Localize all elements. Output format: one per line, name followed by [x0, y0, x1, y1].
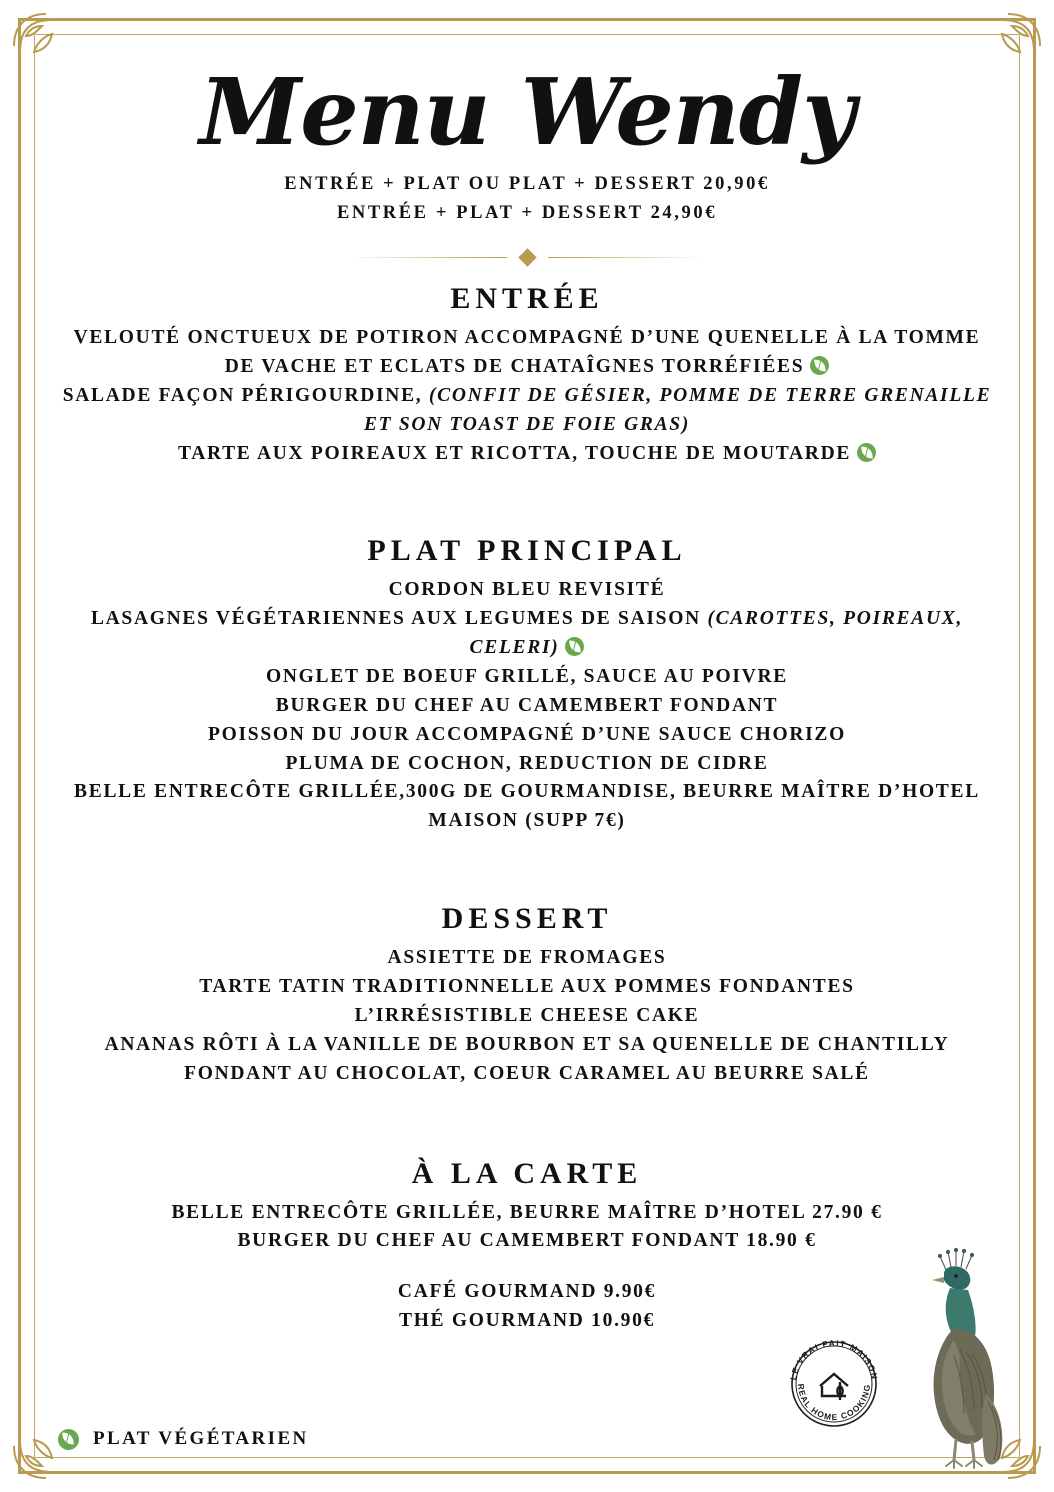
menu-item: [60, 721, 994, 750]
vegetarian-icon: [565, 637, 584, 656]
stamp-bottom-text: REAL HOME COOKING: [795, 1383, 873, 1423]
menu-item-text: BURGER DU CHEF AU CAMEMBERT FONDANT: [275, 694, 779, 716]
menu-item: [60, 944, 994, 973]
menu-item-text: LASAGNES VÉGÉTARIENNES AUX LEGUMES DE SAISON: [90, 608, 701, 630]
menu-item-text: BURGER DU CHEF AU CAMEMBERT FONDANT 18.90 €: [237, 1230, 817, 1252]
menu-item: [60, 778, 994, 836]
menu-item-emphasis: (CONFIT DE GÉSIER, POMME DE TERRE GRENAILLE ET SON TOAST DE FOIE GRAS): [363, 384, 992, 435]
ornamental-divider: [347, 251, 707, 264]
section-items-gourmand: [60, 1278, 994, 1336]
menu-price-summary: [60, 170, 994, 227]
menu-item-text: FONDANT AU CHOCOLAT, COEUR CARAMEL AU BEURRE SALÉ: [184, 1062, 870, 1084]
menu-item-text: TARTE TATIN TRADITIONNELLE AUX POMMES FONDANTES: [199, 976, 855, 998]
menu-item-text: BELLE ENTRECÔTE GRILLÉE, BEURRE MAÎTRE D’HOTEL 27.90 €: [171, 1201, 883, 1223]
menu-item-text: L’IRRÉSISTIBLE CHEESE CAKE: [354, 1004, 700, 1026]
menu-item-emphasis: (CAROTTES, POIREAUX, CELERI): [469, 608, 964, 659]
section-entree: [60, 282, 994, 468]
menu-item-text: BELLE ENTRECÔTE GRILLÉE,300G DE GOURMANDISE, BEURRE MAÎTRE D’HOTEL MAISON (SUPP 7€): [74, 781, 980, 832]
menu-item: [60, 1227, 994, 1256]
peacock-illustration: [882, 1244, 1014, 1474]
vegetarian-legend: [58, 1428, 309, 1450]
section-items-plat-principal: [60, 576, 994, 836]
menu-item-text: ASSIETTE DE FROMAGES: [387, 947, 667, 969]
menu-item: [60, 1199, 994, 1228]
section-title-plat-principal: PLAT PRINCIPAL: [367, 534, 687, 568]
menu-item: [60, 382, 994, 440]
section-spacer: [60, 1089, 994, 1149]
section-items-entree: [60, 324, 994, 468]
menu-item-text: PLUMA DE COCHON, REDUCTION DE CIDRE: [285, 752, 769, 774]
vegetarian-icon: [810, 356, 829, 375]
section-items-dessert: [60, 944, 994, 1088]
section-title-a-la-carte: À LA CARTE: [411, 1156, 643, 1190]
menu-item-text: VELOUTÉ ONCTUEUX DE POTIRON ACCOMPAGNÉ D’UNE QUENELLE À LA TOMME DE VACHE ET ECLATS DE CHATAÎGNES TORRÉFIÉES: [73, 327, 981, 378]
menu-item: [60, 605, 994, 663]
vegetarian-icon: [857, 443, 876, 462]
menu-item: [60, 1060, 994, 1089]
price-line-2: ENTRÉE + PLAT + DESSERT 24,90€: [336, 202, 718, 223]
divider-rule-left: [347, 257, 507, 258]
section-spacer: [60, 468, 994, 528]
page-title: Menu Wendy: [199, 58, 855, 166]
stamp-top-text: LE VRAI FAIT MAISON: [788, 1337, 880, 1381]
menu-item: [60, 750, 994, 779]
menu-item: [60, 1002, 994, 1031]
menu-item-text: CAFÉ GOURMAND 9.90€: [397, 1281, 657, 1303]
menu-item: [60, 1031, 994, 1060]
section-title-entree: ENTRÉE: [450, 282, 604, 316]
menu-item: [60, 692, 994, 721]
section-title-dessert: DESSERT: [441, 902, 613, 936]
menu-item-text: ONGLET DE BOEUF GRILLÉ, SAUCE AU POIVRE: [266, 666, 788, 688]
menu-item-text: ANANAS RÔTI À LA VANILLE DE BOURBON ET SA QUENELLE DE CHANTILLY: [104, 1033, 950, 1055]
menu-item: [60, 663, 994, 692]
menu-sheet: [60, 50, 994, 1442]
menu-item-text: TARTE AUX POIREAUX ET RICOTTA, TOUCHE DE MOUTARDE: [177, 442, 852, 464]
menu-item-text: SALADE FAÇON PÉRIGOURDINE,: [62, 384, 423, 406]
section-items-a-la-carte: [60, 1199, 994, 1257]
menu-item-text: THÉ GOURMAND 10.90€: [398, 1310, 655, 1332]
menu-item-text: POISSON DU JOUR ACCOMPAGNÉ D’UNE SAUCE CHORIZO: [208, 723, 846, 745]
vegetarian-icon: [58, 1429, 79, 1450]
menu-item: [60, 973, 994, 1002]
vegetarian-legend-label: PLAT VÉGÉTARIEN: [93, 1428, 309, 1449]
menu-item: [60, 440, 994, 469]
divider-rule-right: [548, 257, 708, 258]
section-plat-principal: [60, 534, 994, 836]
menu-item: [60, 324, 994, 382]
section-dessert: [60, 902, 994, 1088]
section-spacer: [60, 836, 994, 896]
section-a-la-carte: [60, 1157, 994, 1336]
menu-item: [60, 576, 994, 605]
home-cooking-stamp-icon: [782, 1332, 886, 1436]
price-line-1: ENTRÉE + PLAT OU PLAT + DESSERT 20,90€: [284, 173, 770, 194]
diamond-icon: [518, 248, 536, 266]
menu-item: [60, 1278, 994, 1307]
menu-item-text: CORDON BLEU REVISITÉ: [388, 579, 666, 601]
